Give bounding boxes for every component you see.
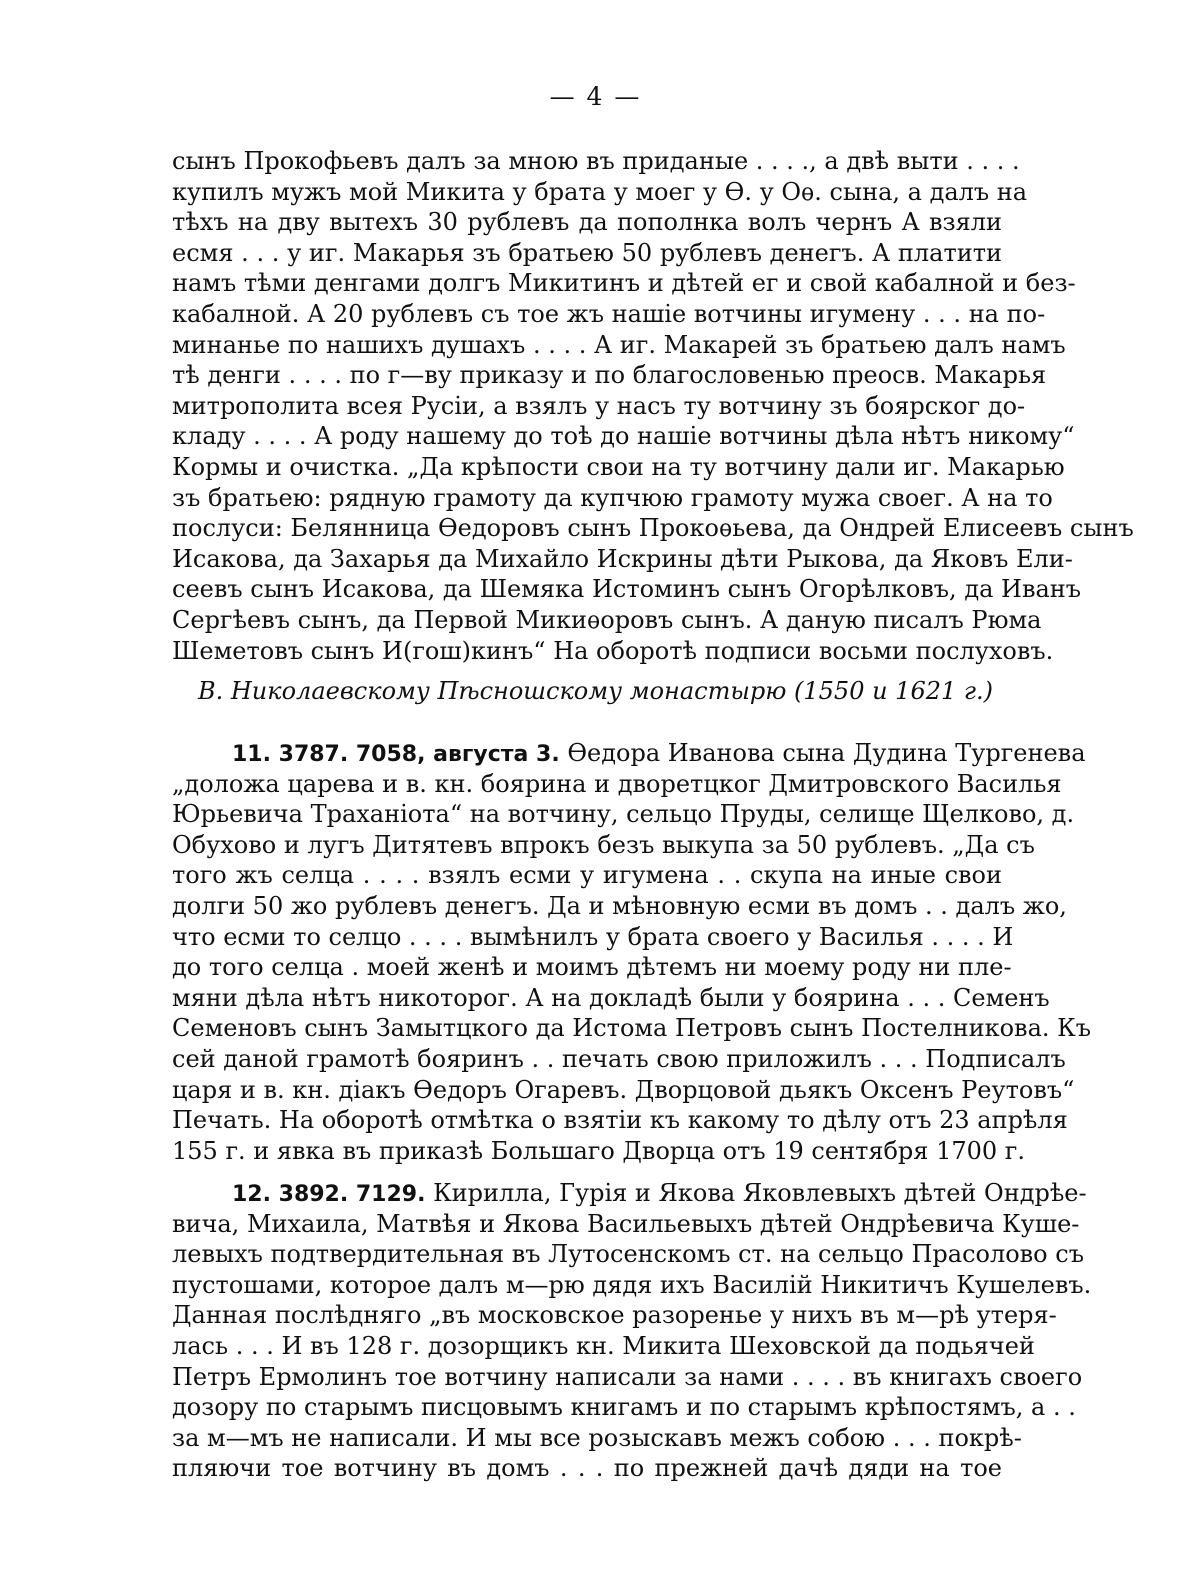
text-line: Семеновъ сынъ Замытцкого да Истома Петровъ сынъ Постелникова. Къ xyxy=(172,1014,1091,1043)
text-line: Юрьевича Траханіота“ на вотчину, сельцо Пруды, селище Щелково, д. xyxy=(172,800,1075,829)
text-line: Данная послѣдняго „въ московское разоренье у нихъ въ м—рѣ утеря- xyxy=(172,1301,1057,1330)
text-line: кладу . . . . А роду нашему до тоѣ до нашіе вотчины дѣла нѣтъ никому“ xyxy=(172,422,1075,451)
entry-11 xyxy=(172,738,1091,1166)
entry-number: 12. 3892. 7129. xyxy=(232,1182,426,1207)
text-line: есмя . . . у иг. Макарья зъ братьею 50 рублевъ денегъ. А платити xyxy=(172,238,1002,267)
text-line: пляючи тое вотчину въ домъ . . . по прежней дачѣ дяди на тое xyxy=(172,1454,1002,1483)
text-line: Обухово и лугъ Дитятевъ впрокъ безъ выкупа за 50 рублевъ. „Да съ xyxy=(172,830,1035,859)
text-line: 155 г. и явка въ приказѣ Большаго Дворца отъ 19 сентября 1700 г. xyxy=(172,1136,1025,1165)
text-line: Исакова, да Захарья да Михайло Искрины дѣти Рыкова, да Яковъ Ели- xyxy=(172,544,1073,573)
text-line: царя и в. кн. діакъ Ѳедоръ Огаревъ. Дворцовой дьякъ Оксенъ Реутовъ“ xyxy=(172,1075,1075,1104)
section-heading: В. Николаевскому Пѣсношскому монастырю (1550 и 1621 г.) xyxy=(197,677,994,705)
entry-number: 11. 3787. 7058, августа 3. xyxy=(232,742,560,767)
text-line: тѣхъ на дву вытехъ 30 рублевъ да пополнка волъ чернъ А взяли xyxy=(172,208,1002,237)
text-line: того жъ селца . . . . взялъ есми у игумена . . скупа на иные свои xyxy=(172,861,1002,890)
entry-first-line xyxy=(172,1178,1087,1209)
text-line: митрополита всея Русіи, а взялъ у насъ ту вотчину зъ боярског до- xyxy=(172,391,1026,420)
text-line: левыхъ подтвердительная въ Лутосенскомъ ст. на сельцо Прасолово съ xyxy=(172,1240,1084,1269)
text-line: мяни дѣла нѣтъ никоторог. А на докладѣ были у боярина . . . Семенъ xyxy=(172,983,1050,1012)
text-line: зъ братьею: рядную грамоту да купчюю грамоту мужа своег. А на то xyxy=(172,483,1053,512)
text-line: послуси: Белянница Ѳедоровъ сынъ Прокоѳьева, да Ондрей Елисеевъ сынъ xyxy=(172,514,1134,543)
entry-first-text: Кирилла, Гурія и Якова Яковлевыхъ дѣтей Ондрѣе- xyxy=(433,1179,1087,1207)
text-line: лась . . . И въ 128 г. дозорщикъ кн. Микита Шеховской да подьячей xyxy=(172,1331,1035,1360)
text-line: кабалной. А 20 рублевъ съ тое жъ нашіе вотчины игумену . . . на по- xyxy=(172,299,1046,328)
entry-first-line xyxy=(172,738,1086,769)
text-line: дозору по старымъ писцовымъ книгамъ и по старымъ крѣпостямъ, а . . xyxy=(172,1393,1076,1422)
text-line: Сергѣевъ сынъ, да Первой Микиѳоровъ сынъ. А даную писалъ Рюма xyxy=(172,605,1042,634)
entry-first-text: Ѳедора Иванова сына Дудина Тургенева xyxy=(567,739,1086,767)
text-line: „доложа царева и в. кн. боярина и дворетцког Дмитровского Василья xyxy=(172,769,1062,798)
text-line: до того селца . моей женѣ и моимъ дѣтемъ ни моему роду ни пле- xyxy=(172,953,1012,982)
entry-12 xyxy=(172,1178,1092,1484)
text-line: Печать. На оборотѣ отмѣтка о взятіи къ какому то дѣлу отъ 23 апрѣля xyxy=(172,1106,1068,1135)
text-line: сей даной грамотѣ бояринъ . . печать свою приложилъ . . . Подписалъ xyxy=(172,1044,1066,1073)
page-number: — 4 — xyxy=(549,82,642,111)
text-line: Кормы и очистка. „Да крѣпости свои на ту вотчину дали иг. Макарью xyxy=(172,452,1065,481)
paragraph-continuation xyxy=(172,146,1134,666)
text-line: что есми то селцо . . . . вымѣнилъ у брата своего у Василья . . . . И xyxy=(172,922,1014,951)
text-line: купилъ мужъ мой Микита у брата у моег у Ѳ. у Оѳ. сына, а далъ на xyxy=(172,177,1028,206)
text-line: тѣ денги . . . . по г—ву приказу и по благословенью преосв. Макарья xyxy=(172,361,1047,390)
text-line: вича, Михаила, Матвѣя и Якова Васильевыхъ дѣтей Ондрѣевича Куше- xyxy=(172,1209,1080,1238)
text-line: сынъ Прокофьевъ далъ за мною въ приданые . . . ., а двѣ выти . . . . xyxy=(172,147,1020,175)
text-line: за м—мъ не написали. И мы все розыскавъ межъ собою . . . покрѣ- xyxy=(172,1423,1022,1452)
text-line: намъ тѣми денгами долгъ Микитинъ и дѣтей ег и свой кабалной и без- xyxy=(172,269,1076,298)
text-line: Шеметовъ сынъ И(гош)кинъ“ На оборотѣ подписи восьми послуховъ. xyxy=(172,636,1054,665)
text-line: Петръ Ермолинъ тое вотчину написали за нами . . . . въ книгахъ своего xyxy=(172,1362,1083,1391)
text-line: пустошами, которое далъ м—рю дядя ихъ Василій Никитичъ Кушелевъ. xyxy=(172,1270,1092,1299)
text-line: долги 50 жо рублевъ денегъ. Да и мѣновную есми въ домъ . . далъ жо, xyxy=(172,891,1067,920)
text-line: сеевъ сынъ Исакова, да Шемяка Истоминъ сынъ Огорѣлковъ, да Иванъ xyxy=(172,575,1082,604)
text-line: минанье по нашихъ душахъ . . . . А иг. Макарей зъ братьею далъ намъ xyxy=(172,330,1066,359)
